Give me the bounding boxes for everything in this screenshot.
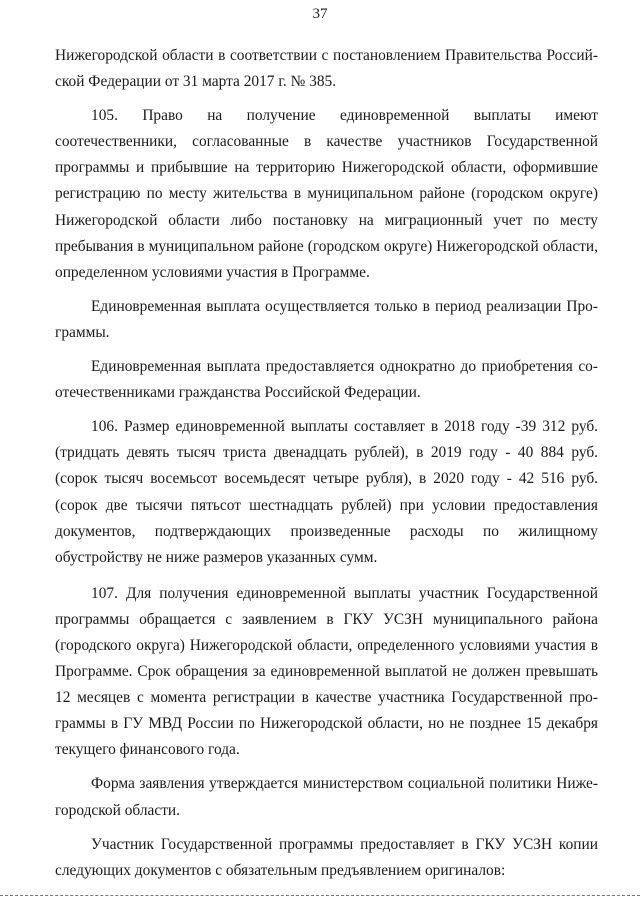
paragraph-application-form: Форма заявления утверждается министерством социальной политики Нижегородской области. [55,775,598,819]
paragraph-documents: Участник Государственной программы предоставляет в ГКУ УСЗН копии следующих документов с обязательным предъявлением оригиналов: [55,835,598,879]
paragraph-105: 105. Право на получение единовременной выплаты имеют соотечественники, согласованные в качестве участников Государственной программы и прибывшие на территорию Нижегородской области, оформившие регистрацию по месту жительства в муниципальном районе (городском округе) Нижегородской области либо постановку на миграционный учет по месту пребывания в муниципальном районе (городском округе) Нижегородской области, определенном условиями участия в Программе. [55,107,598,281]
page-number: 37 [312,6,328,22]
paragraph-payment-period: Единовременная выплата осуществляется только в период реализации Программы. [55,297,598,341]
paragraph-107: 107. Для получения единовременной выплаты участник Государственной программы обращается с заявлением в ГКУ УСЗН муниципального района (городского округа) Нижегородской области, определенного условиями участия в Программе. Срок обращения за единовременной выплатой не должен превышать 12 месяцев с момента регистрации в качестве участника Государственной программы в ГУ МВД России по Нижегородской области, но не позднее 15 декабря текущего финансового года. [55,584,598,759]
paragraph-continuation: Нижегородской области в соответствии с постановлением Правительства Российской Федерации от 31 марта 2017 г. № 385. [55,47,598,91]
paragraph-payment-once: Единовременная выплата предоставляется однократно до приобретения соотечественниками гражданства Российской Федерации. [55,358,598,402]
paragraph-106: 106. Размер единовременной выплаты составляет в 2018 году -39 312 руб. (тридцать девять тысяч триста двенадцать рублей), в 2019 году - 40 884 руб. (сорок тысяч восемьсот восемьдесят четыре рубля), в 2020 году - 42 516 руб. (сорок две тысячи пятьсот шестнадцать рублей) при условии предоставления документов, подтверждающих произведенные расходы по жилищному обустройству не ниже размеров указанных сумм. [55,418,598,566]
page-bottom-divider [0,895,640,896]
document-body [55,43,598,892]
